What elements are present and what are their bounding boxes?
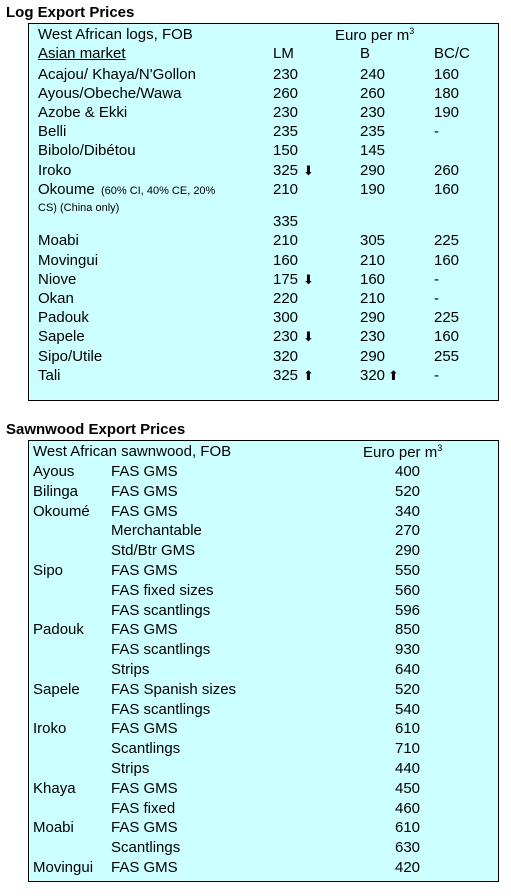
log-row-bcc: 260	[434, 162, 460, 179]
sawn-row-grade: FAS GMS	[111, 819, 178, 837]
log-row-lm: 150	[273, 142, 299, 159]
log-row-name: Movingui	[38, 252, 99, 269]
log-row-b: 290	[360, 309, 386, 326]
sawn-row-grade: FAS Spanish sizes	[111, 680, 237, 698]
sawn-row-price: 930	[395, 641, 421, 659]
log-row-lm: 220	[273, 290, 299, 307]
sawn-prices-title: Sawnwood Export Prices	[6, 421, 186, 438]
log-row-b: 290	[360, 348, 386, 365]
log-row-lm: 325	[273, 367, 299, 384]
log-row-b: 290	[360, 162, 386, 179]
log-col-b: B	[360, 45, 371, 62]
sawn-row-price: 270	[395, 522, 421, 540]
sawn-row-price: 440	[395, 760, 421, 777]
sawn-row-grade: FAS GMS	[111, 621, 178, 639]
sawn-row-grade: FAS GMS	[111, 482, 178, 500]
sawn-row-price: 540	[395, 700, 421, 718]
log-row-b: 210	[360, 290, 386, 307]
sawn-row-grade: Strips	[111, 661, 150, 678]
sawn-row-grade: FAS scantlings	[111, 700, 211, 718]
sawn-row-price: 400	[395, 463, 421, 480]
log-row-bcc: -	[434, 123, 439, 140]
sawn-row-grade: FAS fixed	[111, 799, 176, 817]
sawn-row-price: 290	[395, 542, 421, 560]
sawn-row-grade: FAS scantlings	[111, 601, 211, 619]
sawn-row-grade: Std/Btr GMS	[111, 542, 196, 560]
log-row-name: Sipo/Utile	[38, 348, 103, 365]
sawn-row-grade: FAS GMS	[111, 779, 178, 797]
log-row-bcc: 180	[434, 85, 460, 102]
sawn-row-price: 710	[395, 740, 421, 758]
sawn-row-price: 420	[395, 859, 421, 876]
log-row-bcc: 225	[434, 232, 460, 249]
sawn-row-grade: Scantlings	[111, 740, 181, 758]
log-row-bcc: -	[434, 367, 439, 384]
log-row-b: 320	[360, 367, 386, 384]
sawn-row-species: Padouk	[33, 621, 84, 639]
sawn-row-grade: FAS scantlings	[111, 641, 211, 659]
log-row-name: Okan	[38, 290, 74, 307]
log-row-lm: 230	[273, 104, 299, 121]
log-row-b: 210	[360, 252, 386, 269]
log-row-name: Iroko	[38, 162, 72, 179]
log-row-b: 230	[360, 328, 386, 345]
sawn-row-species: Sipo	[33, 562, 64, 579]
sawn-row-price: 560	[395, 581, 421, 599]
log-row-lm: 210	[273, 181, 299, 198]
log-row-lm: 260	[273, 85, 299, 102]
log-row-lm: 320	[273, 348, 299, 365]
log-row-name: Sapele	[38, 328, 85, 345]
sawn-row-price: 520	[395, 680, 421, 698]
log-row-name: Acajou/ Khaya/N'Gollon	[38, 66, 196, 83]
sawn-row-species: Moabi	[33, 819, 74, 837]
log-row-lm: 335	[273, 213, 299, 230]
sawn-row-price: 340	[395, 502, 421, 520]
sawn-row-price: 596	[395, 601, 421, 619]
log-row-bcc: 225	[434, 309, 460, 326]
log-col-lm: LM	[273, 45, 294, 62]
log-prices-title: Log Export Prices	[6, 4, 135, 21]
sawn-row-species: Bilinga	[33, 482, 79, 500]
log-row-lm: 210	[273, 232, 299, 249]
sawn-row-grade: Scantlings	[111, 839, 181, 857]
sawn-header-right: Euro per $m^3$	[363, 443, 443, 461]
log-header-left: West African logs, FOB	[38, 26, 193, 43]
log-market-label: Asian market	[38, 45, 126, 62]
sawn-row-species: Sapele	[33, 680, 80, 698]
sawn-row-species: Okoumé	[33, 502, 90, 520]
sawn-row-price: 520	[395, 482, 421, 500]
log-row-b: 235	[360, 123, 386, 140]
okoume-note-line2: CS) (China only)	[38, 202, 120, 214]
log-row-bcc: 160	[434, 66, 460, 83]
log-row-b: 145	[360, 142, 386, 159]
sawn-row-grade: FAS fixed sizes	[111, 581, 214, 599]
log-row-bcc: 190	[434, 104, 460, 121]
log-row-name: Tali	[38, 367, 61, 384]
sawn-row-grade: Strips	[111, 760, 150, 777]
log-row-bcc: -	[434, 290, 439, 307]
log-row-bcc: 255	[434, 348, 460, 365]
log-row-lm: 175	[273, 271, 299, 288]
sapele-lm-arrow-icon: ⬇	[303, 329, 314, 344]
sawn-row-species: Ayous	[33, 463, 75, 480]
sawn-row-price: 610	[395, 720, 421, 738]
sawn-row-grade: FAS GMS	[111, 502, 178, 520]
log-row-name: Bibolo/Dibétou	[38, 142, 136, 159]
okoume-note-line1: (60% CI, 40% CE, 20%	[101, 185, 216, 197]
log-row-lm: 230	[273, 328, 299, 345]
sawn-row-price: 630	[395, 839, 421, 857]
log-row-name: Belli	[38, 123, 67, 140]
log-row-bcc: 160	[434, 328, 460, 345]
sawn-row-grade: FAS GMS	[111, 859, 178, 876]
log-row-bcc: 160	[434, 181, 460, 198]
sawn-row-price: 550	[395, 562, 421, 579]
log-row-lm: 160	[273, 252, 299, 269]
sawn-row-grade: FAS GMS	[111, 463, 178, 480]
sawn-row-price: 640	[395, 661, 421, 678]
sawn-row-price: 850	[395, 621, 421, 639]
log-header-right: Euro per $m^3$	[335, 26, 415, 44]
tali-lm-arrow-icon: ⬆	[303, 368, 314, 383]
log-row-b: 240	[360, 66, 386, 83]
sawn-prices-table	[28, 440, 499, 882]
tali-b-arrow-icon: ⬆	[388, 368, 399, 383]
log-row-b: 160	[360, 271, 386, 288]
sawn-header-left: West African sawnwood, FOB	[33, 443, 232, 460]
sawn-row-price: 610	[395, 819, 421, 837]
log-row-name: Okoume	[38, 181, 95, 198]
log-row-b: 260	[360, 85, 386, 102]
log-row-lm: 300	[273, 309, 299, 326]
sawn-row-species: Khaya	[33, 779, 76, 797]
log-row-name: Padouk	[38, 309, 89, 326]
log-row-name: Ayous/Obeche/Wawa	[38, 85, 182, 102]
sawn-row-grade: FAS GMS	[111, 562, 178, 579]
log-row-lm: 230	[273, 66, 299, 83]
log-prices-table	[28, 23, 499, 401]
log-row-lm: 325	[273, 162, 299, 179]
log-row-bcc: 160	[434, 252, 460, 269]
log-row-b: 305	[360, 232, 386, 249]
sawn-row-species: Iroko	[33, 720, 67, 738]
log-row-b: 190	[360, 181, 386, 198]
sawn-row-grade: Merchantable	[111, 522, 202, 540]
log-row-bcc: -	[434, 271, 439, 288]
log-row-lm: 235	[273, 123, 299, 140]
sawn-row-price: 460	[395, 799, 421, 817]
sawn-row-price: 450	[395, 779, 421, 797]
sawn-row-grade: FAS GMS	[111, 720, 178, 738]
log-row-name: Azobe & Ekki	[38, 104, 128, 121]
log-row-name: Niove	[38, 271, 77, 288]
iroko-lm-arrow-icon: ⬇	[303, 163, 314, 178]
niove-lm-arrow-icon: ⬇	[303, 272, 314, 287]
sawn-row-species: Movingui	[33, 859, 94, 876]
log-col-bcc: BC/C	[434, 45, 470, 62]
log-row-name: Moabi	[38, 232, 79, 249]
log-row-b: 230	[360, 104, 386, 121]
